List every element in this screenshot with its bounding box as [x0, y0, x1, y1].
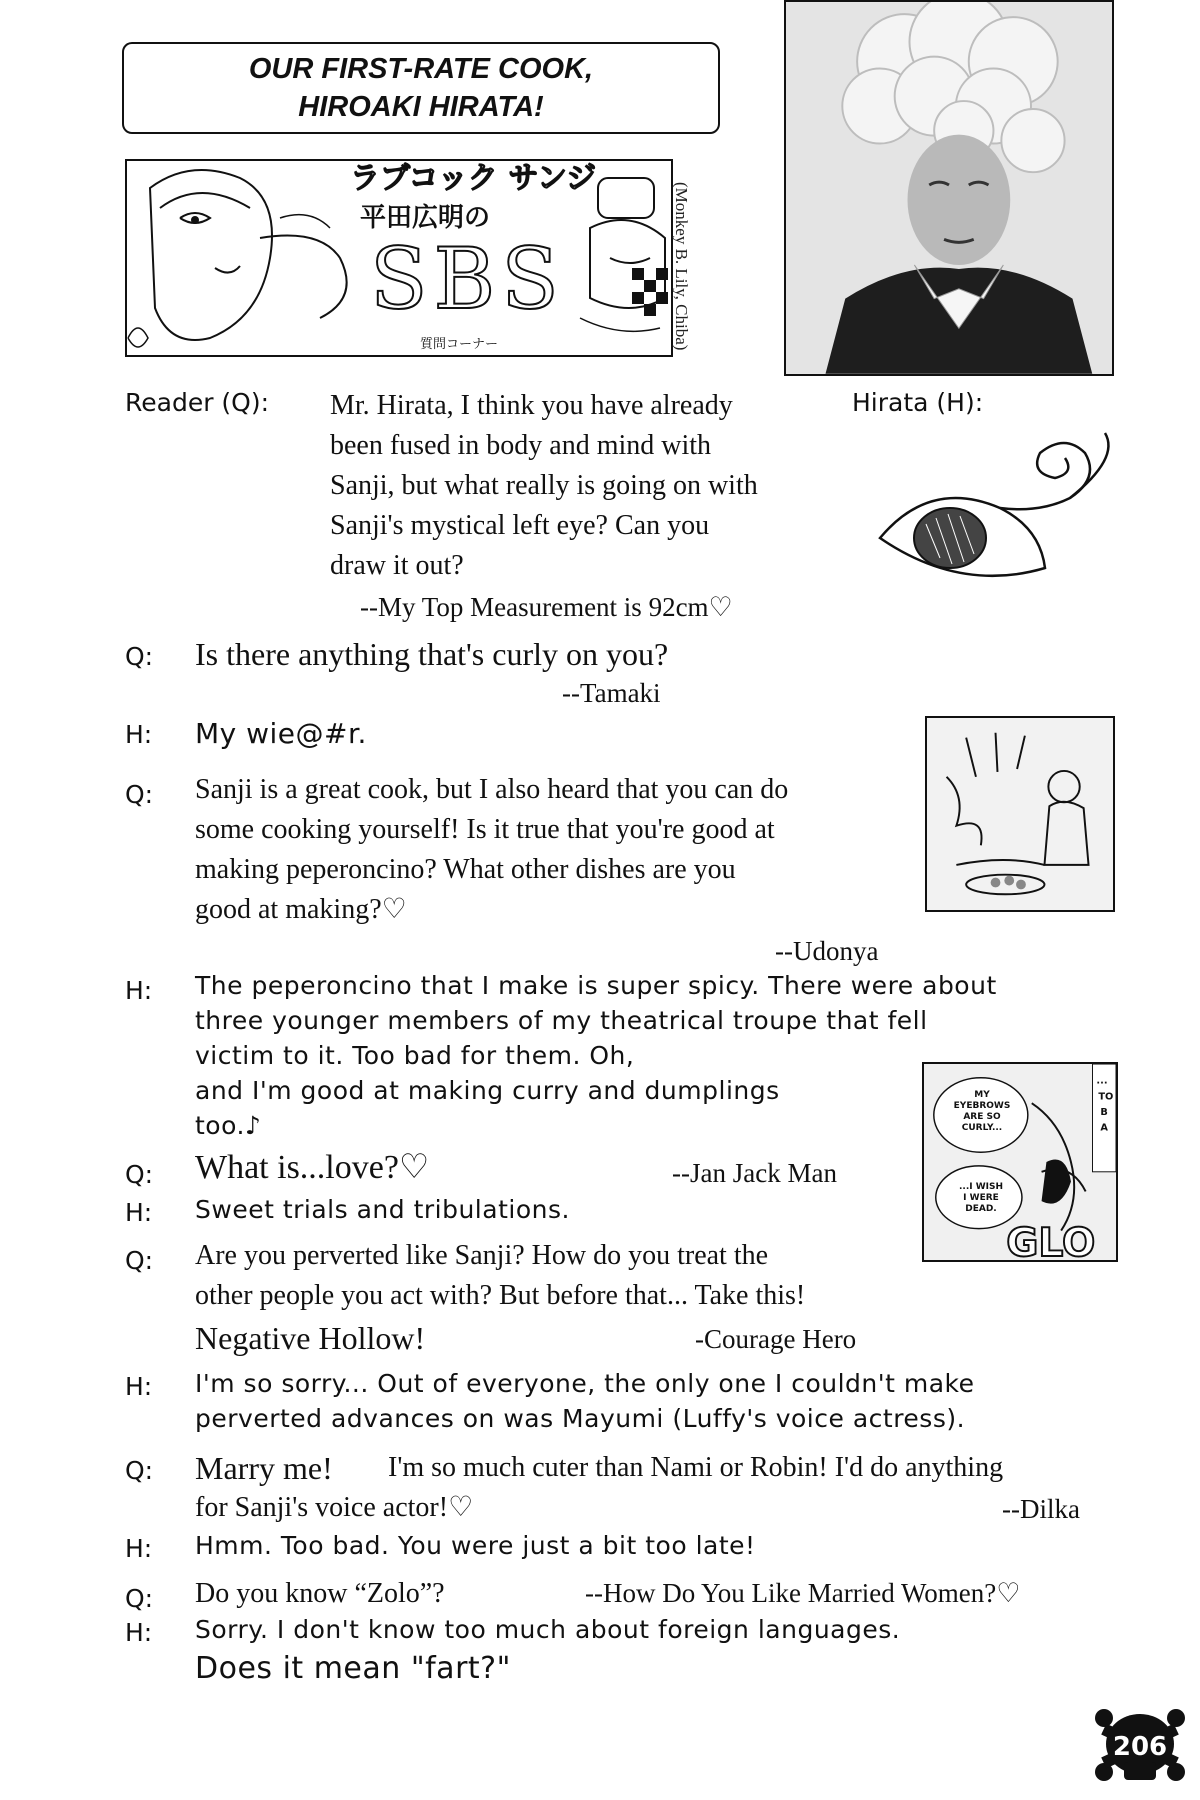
question-5: [195, 1236, 935, 1316]
answer-2: My wie@#r.: [195, 717, 367, 750]
a3-line: three younger members of my theatrical troupe that fell: [195, 1006, 928, 1035]
q6-line: I'm so much cuter than Nami or Robin! I'd do anything: [388, 1452, 1004, 1483]
signature-1: --My Top Measurement is 92cm♡: [360, 592, 733, 622]
question-4: What is...love?♡: [195, 1149, 430, 1186]
bubble-line: CURLY...: [961, 1123, 1003, 1133]
bubble-line: DEAD.: [965, 1204, 997, 1214]
reader-label: Reader (Q):: [125, 388, 270, 417]
a5-line: I'm so sorry... Out of everyone, the only one I couldn't make: [195, 1369, 975, 1398]
question-3: [195, 770, 915, 930]
a7-line: Sorry. I don't know too much about foreign languages.: [195, 1615, 901, 1644]
sound-effect: GLO: [1006, 1221, 1096, 1260]
banner-title-jp: ラブコック サンジ: [350, 161, 597, 196]
q-label: Q:: [125, 1160, 154, 1189]
q1-line: been fused in body and mind with: [330, 430, 712, 461]
a5-line: perverted advances on was Mayumi (Luffy's voice actress).: [195, 1404, 966, 1433]
answer-4: Sweet trials and tribulations.: [195, 1195, 570, 1224]
q1-line: Sanji's mystical left eye? Can you: [330, 510, 710, 541]
q-label: Q:: [125, 1456, 154, 1485]
question-7: Do you know “Zolo”?: [195, 1578, 445, 1609]
hirata-label: Hirata (H):: [852, 388, 984, 417]
answer-5: [195, 1366, 1115, 1436]
side-bubble-text: TO: [1098, 1091, 1114, 1103]
hirata-photo: [784, 0, 1114, 376]
a7-line: Does it mean "fart?": [195, 1651, 511, 1686]
h-label: H:: [125, 1534, 153, 1563]
question-1: [330, 386, 830, 586]
q5-line: other people you act with? But before that... Take this!: [195, 1280, 806, 1311]
q3-line: some cooking yourself! Is it true that you're good at: [195, 814, 775, 845]
a3-line: too.♪: [195, 1111, 262, 1140]
a3-line: The peperoncino that I make is super spicy. There were about: [195, 971, 997, 1000]
q-label: Q:: [125, 1246, 154, 1275]
title-box: [122, 42, 720, 134]
bubble-line: MY: [974, 1090, 990, 1100]
signature-2: --Tamaki: [562, 678, 661, 708]
h-label: H:: [125, 1198, 153, 1227]
banner-credit: (Monkey B. Lily, Chiba): [672, 181, 691, 351]
side-bubble-text: ...: [1096, 1075, 1108, 1087]
bubble-line: ...I WISH: [958, 1182, 1004, 1192]
side-bubble-text: B: [1100, 1106, 1108, 1118]
bubble-line: ARE SO: [963, 1112, 1001, 1122]
q1-line: draw it out?: [330, 550, 464, 581]
sanji-cooking-panel: [925, 716, 1115, 912]
signature-3: --Udonya: [775, 936, 879, 966]
q3-line: good at making?♡: [195, 894, 407, 925]
eyebrows-bubble: [936, 1090, 1028, 1134]
eyebrows-panel: [922, 1062, 1118, 1262]
a3-line: and I'm good at making curry and dumplings: [195, 1076, 780, 1105]
question-2: Is there anything that's curly on you?: [195, 636, 669, 672]
bubble-line: EYEBROWS: [953, 1101, 1011, 1111]
title-line-1: OUR FIRST-RATE COOK,: [248, 53, 594, 85]
q-label: Q:: [125, 1584, 154, 1613]
q3-line: making peperoncino? What other dishes are you: [195, 854, 736, 885]
q-label: Q:: [125, 780, 154, 809]
q5-line: Are you perverted like Sanji? How do you treat the: [195, 1240, 769, 1271]
q6-line: for Sanji's voice actor!♡: [195, 1492, 474, 1523]
q-label: Q:: [125, 642, 154, 671]
q1-line: Mr. Hirata, I think you have already: [330, 390, 733, 421]
answer-7: [195, 1612, 1095, 1691]
title-line-2: HIROAKI HIRATA!: [298, 91, 544, 123]
a3-line: victim to it. Too bad for them. Oh,: [195, 1041, 635, 1070]
sbs-banner-illustration: [120, 148, 682, 370]
signature-5: -Courage Hero: [695, 1324, 857, 1354]
signature-6: --Dilka: [1002, 1494, 1080, 1524]
page-number: 206: [1112, 1732, 1168, 1762]
q1-line: Sanji, but what really is going on with: [330, 470, 758, 501]
h-label: H:: [125, 720, 153, 749]
h-label: H:: [125, 1618, 153, 1647]
banner-corner-jp: 質問コーナー: [420, 337, 499, 352]
banner-sbs-logo: SBS: [370, 230, 565, 328]
eye-drawing: [870, 418, 1140, 588]
marry-me-text: Marry me!: [195, 1450, 333, 1486]
h-label: H:: [125, 976, 153, 1005]
bubble-line: I WERE: [963, 1193, 999, 1203]
side-bubble-text: A: [1100, 1122, 1108, 1134]
h-label: H:: [125, 1372, 153, 1401]
q3-line: Sanji is a great cook, but I also heard that you can do: [195, 774, 789, 805]
negative-hollow-text: Negative Hollow!: [195, 1320, 426, 1356]
answer-6: Hmm. Too bad. You were just a bit too late!: [195, 1531, 756, 1560]
signature-7: --How Do You Like Married Women?♡: [585, 1578, 1021, 1608]
signature-4: --Jan Jack Man: [672, 1158, 837, 1188]
question-6: [388, 1448, 1118, 1488]
page-number-badge: [1092, 1700, 1188, 1790]
banner-subtitle-jp: 平田広明の: [360, 203, 491, 233]
wish-bubble: [938, 1182, 1024, 1215]
